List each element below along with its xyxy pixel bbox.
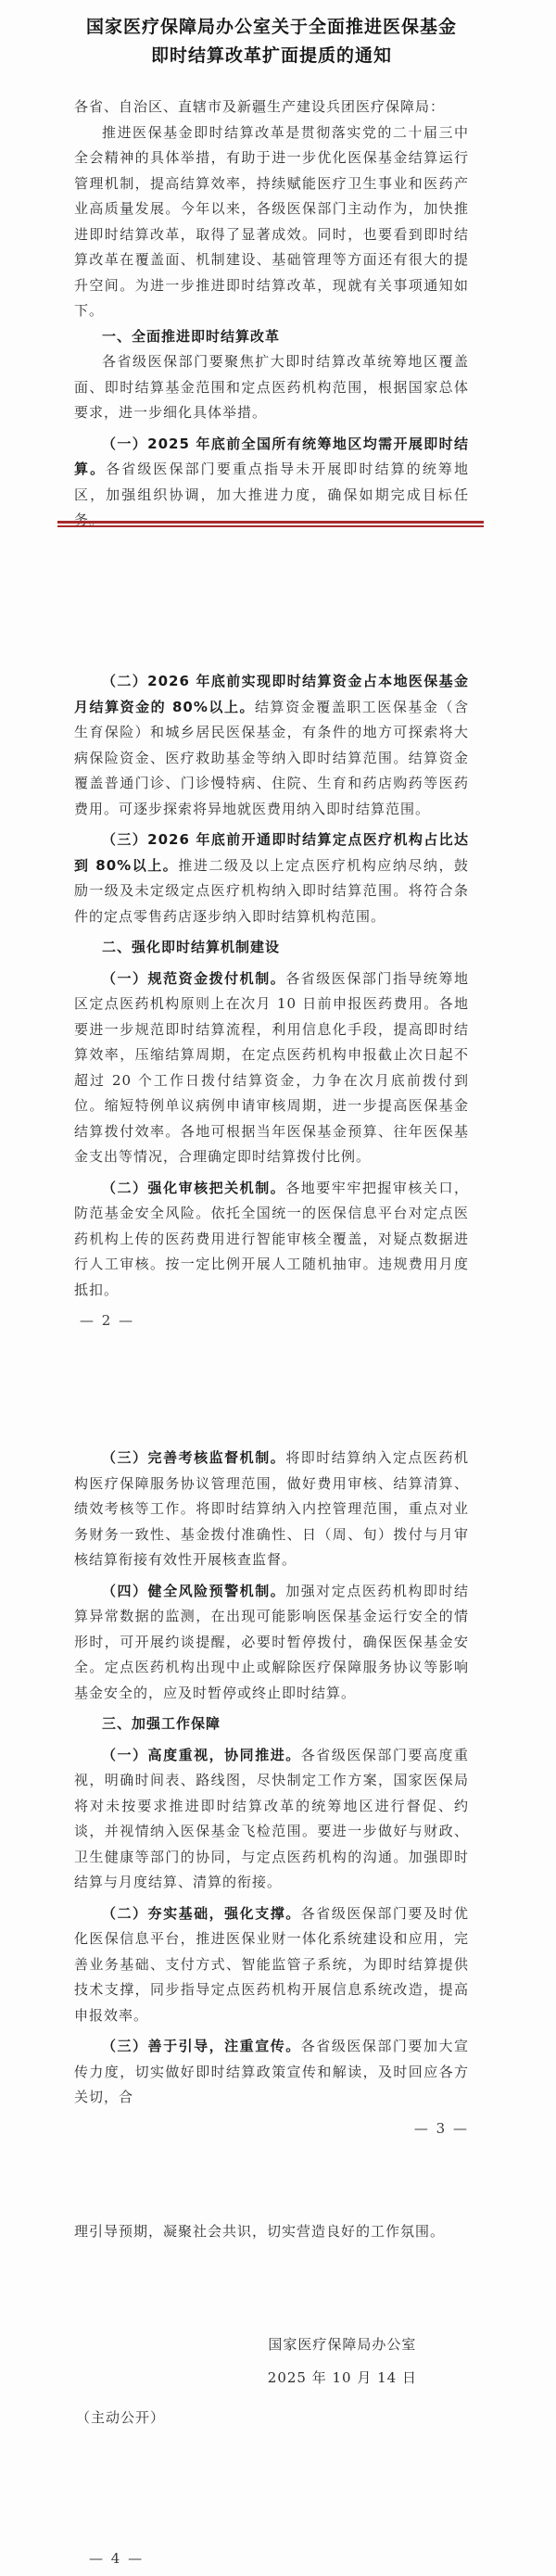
item-lead: （一）2025 年底前全国所有统筹地区均需开展即时结算。	[74, 435, 469, 477]
section-1-item-3	[74, 827, 469, 929]
document-page-4	[74, 2219, 469, 2431]
section-3-item-1	[74, 1743, 469, 1896]
item-text: 各省级医保部门要加大宣传力度，切实做好即时结算政策宣传和解读，及时回应各方关切，合	[74, 2038, 469, 2105]
document-page-2	[74, 669, 469, 1334]
salutation: 各省、自治区、直辖市及新疆生产建设兵团医疗保障局：	[74, 98, 446, 115]
item-lead: （四）健全风险预警机制。	[102, 1582, 286, 1599]
document-page-3	[74, 1446, 469, 2141]
intro-paragraph: 推进医保基金即时结算改革是贯彻落实党的二十届三中全会精神的具体举措，有助于进一步优化医保基金结算运行管理机制，提高结算效率，持续赋能医疗卫生事业和医药产业高质量发展。今年以来，各级医保部门主动作为，加快推进即时结算改革，取得了显著成效。同时，也要看到即时结算改革在覆盖面、机制建设、基础管理等方面还有很大的提升空间。为进一步推进即时结算改革，现就有关事项通知如下。	[74, 123, 469, 319]
item-lead: （二）夯实基础，强化支撑。	[102, 1904, 301, 1922]
issuing-office: 国家医疗保障局办公室	[268, 2335, 417, 2353]
item-lead: （二）强化审核把关机制。	[102, 1179, 286, 1196]
issue-date: 2025 年 10 月 14 日	[267, 2369, 417, 2386]
document-title	[74, 13, 469, 70]
section-1-heading: 一、全面推进即时结算改革	[102, 327, 281, 345]
item-lead: （一）高度重视，协同推进。	[102, 1746, 301, 1763]
item-lead: （三）善于引导，注重宣传。	[102, 2038, 301, 2054]
section-3-heading: 三、加强工作保障	[102, 1715, 221, 1732]
item-text: 结算资金覆盖职工医保基金（含生育保险）和城乡居民医保基金，有条件的地方可探索将大病保险资金、医疗救助基金等纳入即时结算范围。结算资金覆盖普通门诊、门诊慢特病、住院、生育和药店购药等医药费用。可逐步探索将异地就医费用纳入即时结算范围。	[74, 698, 469, 817]
item-lead: （二）2026 年底前实现即时结算资金占本地医保基金月结算资金的 80%以上。	[74, 673, 469, 715]
section-1-item-2	[74, 669, 469, 822]
item-lead: （三）2026 年底前开通即时结算定点医疗机构占比达到 80%以上。	[74, 831, 469, 874]
item-text: 各省级医保部门要重点指导未开展即时结算的统筹地区，加强组织协调，加大推进力度，确保如期完成目标任务。	[74, 461, 469, 528]
item-text: 加强对定点医药机构即时结算异常数据的监测，在出现可能影响医保基金运行安全的情形时，可开展约谈提醒，必要时暂停拨付，确保医保基金安全。定点医药机构出现中止或解除医疗保障服务协议等影响基金安全的，应及时暂停或终止即时结算。	[74, 1582, 469, 1701]
title-line-2: 即时结算改革扩面提质的通知	[150, 45, 392, 66]
document-page-1	[74, 13, 469, 534]
item-lead: （三）完善考核监督机制。	[102, 1449, 286, 1466]
red-separator-line	[57, 521, 484, 527]
section-1-intro: 各省级医保部门要聚焦扩大即时结算改革统筹地区覆盖面、即时结算基金范围和定点医药机构范围，根据国家总体要求，进一步细化具体举措。	[74, 353, 469, 421]
item-text: 推进二级及以上定点医疗机构应纳尽纳，鼓励一级及未定级定点医疗机构纳入即时结算范围。将符合条件的定点零售药店逐步纳入即时结算机构范围。	[74, 856, 469, 925]
section-2-heading: 二、强化即时结算机制建设	[102, 939, 281, 955]
section-3-item-2	[74, 1901, 469, 2029]
section-2-item-1	[74, 966, 469, 1170]
disclosure-note: （主动公开）	[76, 2408, 166, 2426]
item-text: 各省级医保部门指导统筹地区定点医药机构原则上在次月 10 日前申报医药费用。各地要进一步规范即时结算流程，利用信息化手段，提高即时结算效率，压缩结算周期，在定点医药机构申报截止次日起不超过 20 个工作日拨付结算资金，力争在次月底前拨付到位。缩短特例单议病例申请审核周期，进一步提高医保基金结算拨付效率。各地可根据当年医保基金预算、往年医保基金支出等情况，合理确定即时结算拨付比例。	[74, 969, 469, 1165]
item-text: 各省级医保部门要高度重视，明确时间表、路线图，尽快制定工作方案，国家医保局将对未按要求推进即时结算改革的统筹地区进行督促、约谈，并视情纳入医保基金飞检范围。要进一步做好与财政、卫生健康等部门的协同，与定点医药机构的沟通。加强即时结算与月度结算、清算的衔接。	[74, 1746, 469, 1890]
item-text: 各省级医保部门要及时优化医保信息平台，推进医保业财一体化系统建设和应用，完善业务基础、支付方式、智能监管子系统，为即时结算提供技术支撑，同步指导定点医药机构开展信息系统改造，提高申报效率。	[74, 1904, 469, 2024]
item-text: 各地要牢牢把握审核关口，防范基金安全风险。依托全国统一的医保信息平台对定点医药机构上传的医药费用进行智能审核全覆盖，对疑点数据进行人工审核。按一定比例开展人工随机抽审。违规费用月度抵扣。	[74, 1179, 469, 1298]
item-lead: （一）规范资金拨付机制。	[102, 969, 286, 987]
page-number-3: — 3 —	[413, 2119, 469, 2137]
section-1-item-1	[74, 432, 469, 534]
section-3-item-3	[74, 2034, 469, 2111]
item-text: 将即时结算纳入定点医药机构医疗保障服务协议管理范围，做好费用审核、结算清算、绩效考核等工作。将即时结算纳入内控管理范围，重点对业务财务一致性、基金拨付准确性、日（周、旬）拨付与月审核结算衔接有效性开展核查监督。	[74, 1449, 469, 1568]
section-2-item-2	[74, 1176, 469, 1304]
page-number-4: — 4 —	[89, 2550, 145, 2567]
continuation-paragraph: 理引导预期，凝聚社会共识，切实营造良好的工作氛围。	[74, 2223, 446, 2240]
section-2-item-4	[74, 1579, 469, 1707]
section-2-item-3	[74, 1446, 469, 1573]
page-number-2: — 2 —	[80, 1312, 135, 1329]
signature-block	[268, 2332, 417, 2392]
title-line-1: 国家医疗保障局办公室关于全面推进医保基金	[85, 17, 457, 37]
